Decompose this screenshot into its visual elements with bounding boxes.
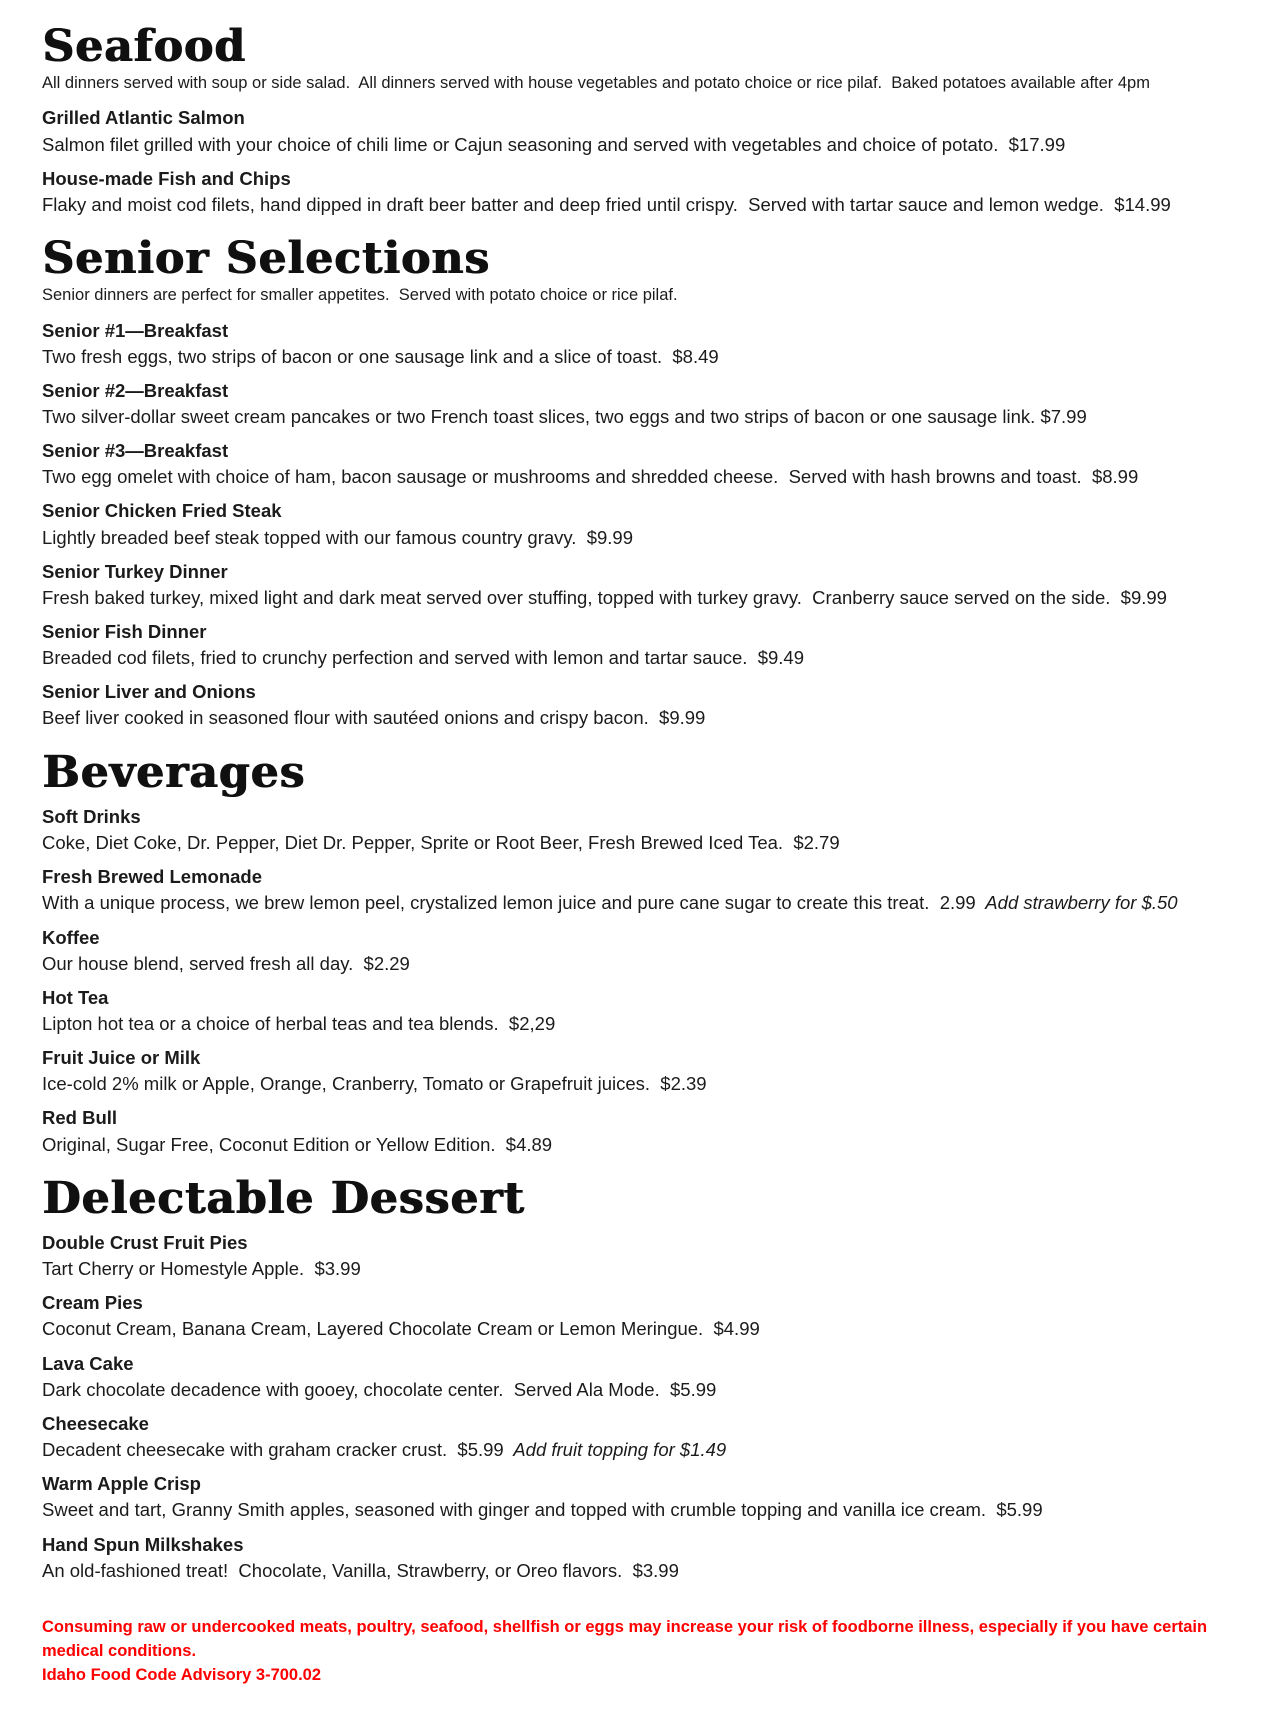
item-description: Our house blend, served fresh all day. $2.29 (42, 952, 410, 974)
item-name: Senior Turkey Dinner (42, 560, 228, 582)
item-description: Two egg omelet with choice of ham, bacon sausage or mushrooms and shredded cheese. Served with hash browns and toast. $8.99 (42, 466, 1139, 488)
item-description: Tart Cherry or Homestyle Apple. $3.99 (42, 1258, 361, 1280)
item-description: Salmon filet grilled with your choice of chili lime or Cajun seasoning and served with vegetables and choice of potato. $17.99 (42, 133, 1066, 155)
item-name: Hand Spun Milkshakes (42, 1533, 244, 1555)
item-description: Original, Sugar Free, Coconut Edition or Yellow Edition. $4.89 (42, 1133, 553, 1155)
item-name: Soft Drinks (42, 805, 141, 827)
item-name: Red Bull (42, 1107, 118, 1129)
item-note: Add fruit topping for $1.49 (503, 1438, 727, 1460)
item-description: Coconut Cream, Banana Cream, Layered Chocolate Cream or Lemon Meringue. $4.99 (42, 1318, 760, 1340)
advisory (42, 1616, 1233, 1688)
section-subtitle: Senior dinners are perfect for smaller appetites. Served with potato choice or rice pilaf. (42, 286, 678, 305)
item-description: Two silver-dollar sweet cream pancakes or two French toast slices, two eggs and two strips of bacon or one sausage link. $7.99 (42, 405, 1087, 427)
item-name: Senior #2—Breakfast (42, 379, 229, 401)
item-note: Add strawberry for $.50 (975, 892, 1178, 914)
menu-sections (42, 21, 1233, 1596)
item-name: Senior Fish Dinner (42, 621, 207, 643)
section-title: Delectable Dessert (42, 1172, 525, 1224)
item-name: Grilled Atlantic Salmon (42, 107, 245, 129)
item-description: Lipton hot tea or a choice of herbal teas and tea blends. $2,29 (42, 1012, 556, 1034)
item-name: Senior Liver and Onions (42, 681, 256, 703)
item-description: Fresh baked turkey, mixed light and dark meat served over stuffing, topped with turkey gravy. Cranberry sauce served on the side. $9.99 (42, 586, 1167, 608)
item-name: Lava Cake (42, 1352, 134, 1374)
item-description: Decadent cheesecake with graham cracker crust. $5.99 Add fruit topping for $1.49 (42, 1438, 727, 1460)
section-title: Senior Selections (42, 233, 490, 285)
item-name: Warm Apple Crisp (42, 1473, 201, 1495)
item-description: Sweet and tart, Granny Smith apples, seasoned with ginger and topped with crumble topping and vanilla ice cream. $5.99 (42, 1499, 1043, 1521)
item-description: Ice-cold 2% milk or Apple, Orange, Cranberry, Tomato or Grapefruit juices. $2.39 (42, 1073, 707, 1095)
item-name: House-made Fish and Chips (42, 167, 291, 189)
item-description: Lightly breaded beef steak topped with our famous country gravy. $9.99 (42, 526, 633, 548)
menu-section (42, 746, 1233, 1158)
item-name: Senior #3—Breakfast (42, 440, 229, 462)
item-name: Fresh Brewed Lemonade (42, 866, 263, 888)
item-name: Fruit Juice or Milk (42, 1047, 201, 1069)
advisory-line-2: Idaho Food Code Advisory 3-700.02 (42, 1665, 322, 1684)
section-title: Seafood (42, 21, 246, 72)
item-name: Koffee (42, 926, 100, 948)
item-name: Senior #1—Breakfast (42, 319, 229, 341)
item-description: Beef liver cooked in seasoned flour with sautéed onions and crispy bacon. $9.99 (42, 707, 706, 729)
item-name: Senior Chicken Fried Steak (42, 500, 282, 522)
item-description: An old-fashioned treat! Chocolate, Vanilla, Strawberry, or Oreo flavors. $3.99 (42, 1559, 679, 1581)
item-description: Dark chocolate decadence with gooey, chocolate center. Served Ala Mode. $5.99 (42, 1378, 717, 1400)
item-description: With a unique process, we brew lemon peel, crystalized lemon juice and pure cane sugar to create this treat. 2.99 Add strawberry for $.50 (42, 892, 1178, 914)
item-description: Breaded cod filets, fried to crunchy perfection and served with lemon and tartar sauce. $9.49 (42, 647, 805, 669)
item-description: Two fresh eggs, two strips of bacon or one sausage link and a slice of toast. $8.49 (42, 345, 719, 367)
advisory-line-1: Consuming raw or undercooked meats, poultry, seafood, shellfish or eggs may increase your risk of foodborne illness, especially if you have certain medical conditions. (42, 1617, 1212, 1660)
menu-section (42, 1172, 1233, 1584)
item-name: Cheesecake (42, 1412, 149, 1434)
section-subtitle: All dinners served with soup or side salad. All dinners served with house vegetables and potato choice or rice pilaf. Baked potatoes available after 4pm (42, 74, 1150, 93)
item-name: Cream Pies (42, 1292, 143, 1314)
section-title: Beverages (42, 746, 305, 798)
menu-section (42, 233, 1233, 732)
item-description: Coke, Diet Coke, Dr. Pepper, Diet Dr. Pepper, Sprite or Root Beer, Fresh Brewed Iced Tea. $2.79 (42, 831, 840, 853)
item-name: Hot Tea (42, 986, 109, 1008)
item-description: Flaky and moist cod filets, hand dipped in draft beer batter and deep fried until crispy. Served with tartar sauce and lemon wedge. $14.99 (42, 193, 1171, 215)
item-name: Double Crust Fruit Pies (42, 1231, 248, 1253)
menu-section (42, 21, 1233, 218)
